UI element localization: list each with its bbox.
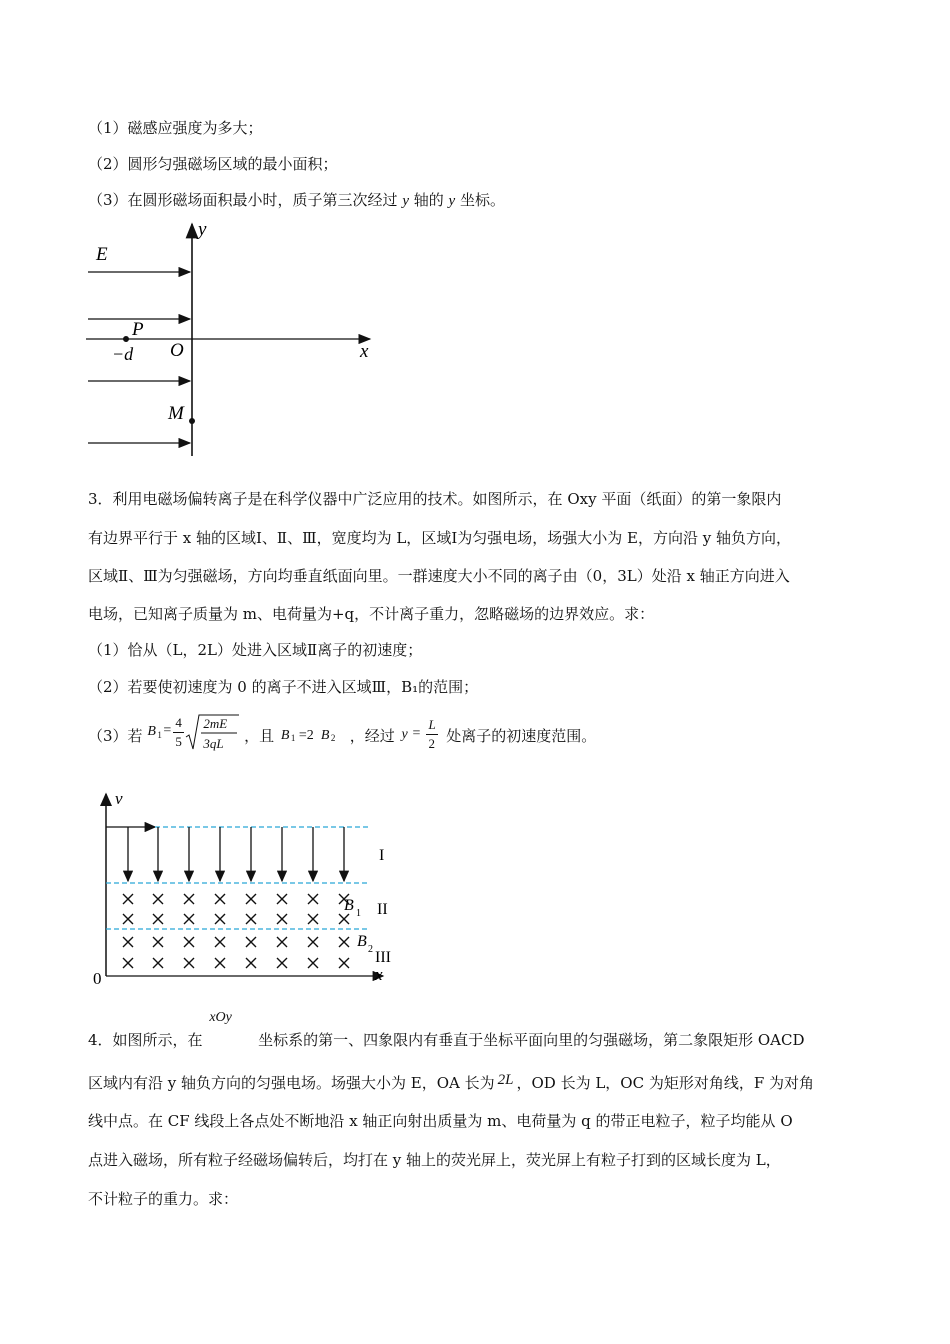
region-ii-label: II (377, 901, 388, 918)
label-m: M (168, 403, 184, 424)
label-minus-d: −d (112, 344, 134, 364)
label-p: P (132, 319, 144, 340)
label-b1: B (344, 897, 354, 914)
b-field-cross (184, 894, 194, 904)
b-field-cross (215, 958, 225, 968)
b-field-cross (277, 914, 287, 924)
q2-part3: （3）在圆形磁场面积最小时，质子第三次经过 y 轴的 y 坐标。 (88, 191, 505, 209)
point-p (123, 336, 129, 342)
b-field-cross (153, 914, 163, 924)
region-iii-label: III (375, 949, 391, 966)
q4-line5: 不计粒子的重力。求： (88, 1190, 239, 1208)
b-field-cross (308, 914, 318, 924)
b-field-cross (246, 937, 256, 947)
b-field-cross (123, 937, 133, 947)
b-field-cross (246, 958, 256, 968)
b-field-cross (215, 937, 225, 947)
q4-line3: 线中点。在 CF 线段上各点处不断地沿 x 轴正向射出质量为 m、电荷量为 q 的带正电粒子，粒子均能从 O (88, 1112, 793, 1130)
formula-b1: B 1 = 4 5 2mE 3qL (147, 713, 239, 761)
formula-b1-b2: B 1 =2 B 2 (280, 728, 336, 743)
b-field-cross (215, 894, 225, 904)
q3-part3: （3）若 B 1 = 4 5 2mE 3qL ，且 B 1 =2 B 2 ，经过 y = L 2 处离子的初速度范围。 (88, 712, 596, 760)
b-field-cross (153, 958, 163, 968)
label-v: v (115, 789, 123, 808)
b-field-cross (308, 958, 318, 968)
point-m (189, 418, 195, 424)
q3-line4: 电场，已知离子质量为 m、电荷量为+q，不计离子重力，忽略磁场的边界效应。求： (88, 605, 655, 623)
q3-figure (85, 788, 405, 993)
b-field-cross (123, 914, 133, 924)
label-x: x (375, 965, 383, 984)
q2-part2: （2）圆形匀强磁场区域的最小面积； (88, 155, 338, 173)
label-b1-sub: 1 (356, 908, 361, 919)
q4-line4: 点进入磁场，所有粒子经磁场偏转后，均打在 y 轴上的荧光屏上，荧光屏上有粒子打到的区域长度为 L， (88, 1151, 781, 1169)
q3-line3: 区域Ⅱ、Ⅲ为匀强磁场，方向均垂直纸面向里。一群速度大小不同的离子由（0，3L）处沿 x 轴正方向进入 (88, 567, 790, 585)
label-o: O (170, 340, 184, 361)
b-field-cross (308, 894, 318, 904)
q4-line1: 4．如图所示，在 xOy 坐标系的第一、四象限内有垂直于坐标平面向里的匀强磁场，第二象限矩形 OACD (88, 1010, 805, 1049)
b-field-cross (184, 937, 194, 947)
b-field-cross (339, 914, 349, 924)
b-field-cross (123, 894, 133, 904)
b-field-cross (277, 958, 287, 968)
label-x: x (360, 341, 369, 362)
b-field-cross (215, 914, 225, 924)
label-b2-sub: 2 (368, 944, 373, 955)
label-y: y (198, 219, 207, 240)
b-field-cross (184, 914, 194, 924)
b-field-cross (123, 958, 133, 968)
label-origin: 0 (93, 969, 102, 988)
q4-line2: 区域内有沿 y 轴负方向的匀强电场。场强大小为 E，OA 长为 2L ，OD 长为 L，OC 为矩形对角线，F 为对角 (88, 1072, 815, 1092)
region-i-label: I (379, 847, 385, 864)
b-field-cross (339, 937, 349, 947)
b-field-cross (308, 937, 318, 947)
q3-part2: （2）若要使初速度为 0 的离子不进入区域Ⅲ，B₁的范围； (88, 678, 479, 696)
b-field-cross (277, 894, 287, 904)
b-field-cross (153, 894, 163, 904)
q3-part1: （1）恰从（L，2L）处进入区域Ⅱ离子的初速度； (88, 641, 423, 659)
b-field-cross (246, 914, 256, 924)
label-b2: B (357, 933, 367, 950)
q3-line1: 3．利用电磁场偏转离子是在科学仪器中广泛应用的技术。如图所示，在 Oxy 平面（纸面）的第一象限内 (88, 490, 782, 508)
q3-line2: 有边界平行于 x 轴的区域Ⅰ、Ⅱ、Ⅲ，宽度均为 L，区域Ⅰ为匀强电场，场强大小为 E，方向沿 y 轴负方向， (88, 529, 791, 547)
b-field-cross (246, 894, 256, 904)
formula-y-l-2: y = L 2 (399, 717, 441, 757)
b-field-cross (184, 958, 194, 968)
b-field-cross (339, 958, 349, 968)
b-field-cross (153, 937, 163, 947)
label-e: E (96, 244, 108, 265)
q2-part1: （1）磁感应强度为多大； (88, 119, 263, 137)
b-field-cross (277, 937, 287, 947)
q2-figure (80, 218, 390, 473)
